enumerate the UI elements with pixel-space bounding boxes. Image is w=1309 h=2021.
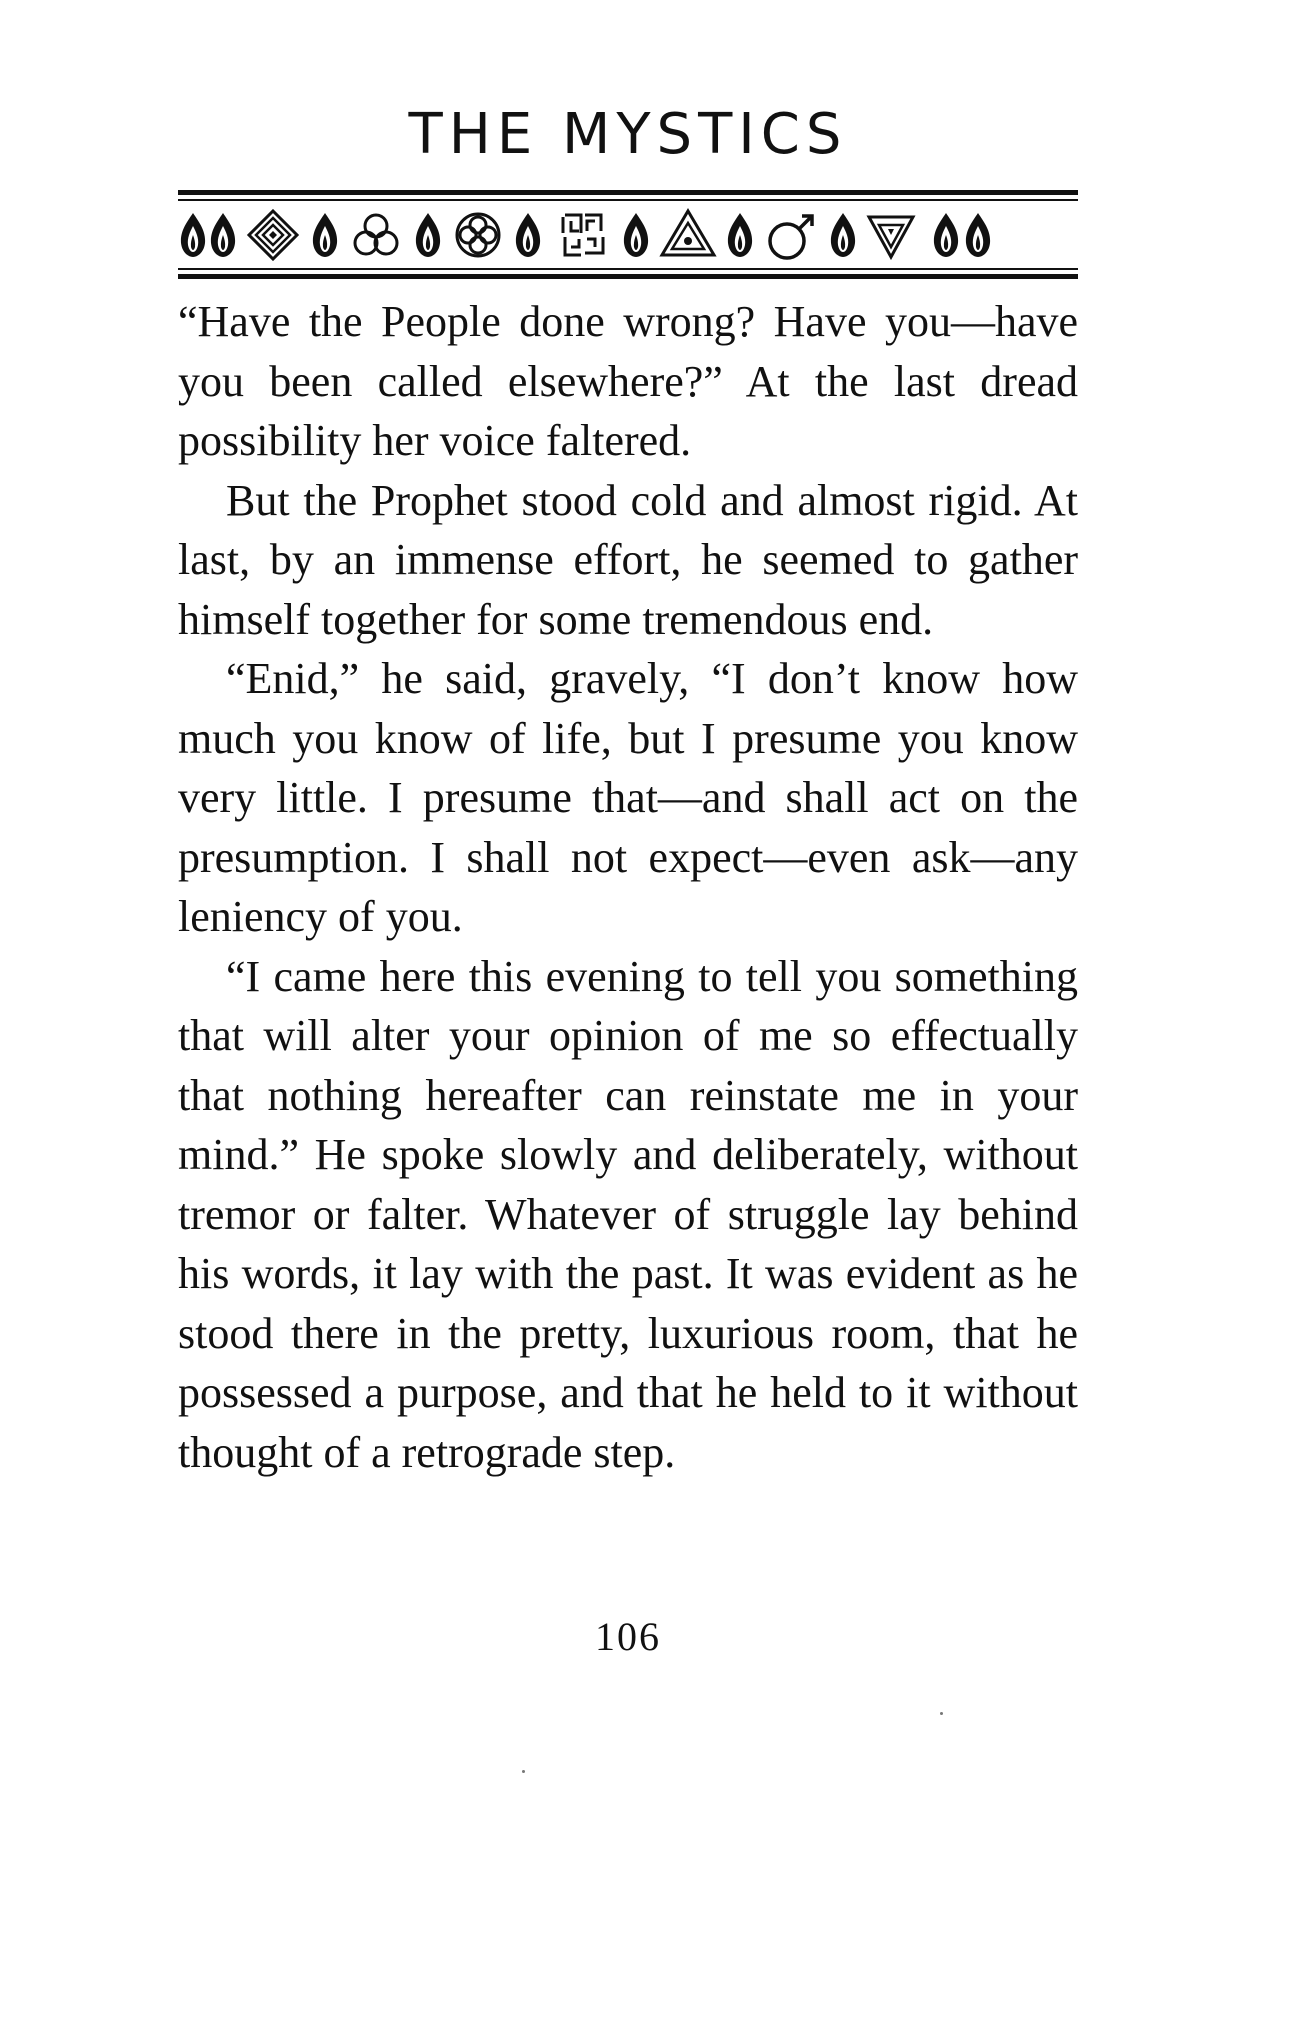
paragraph: But the Prophet stood cold and almost rigid. At last, by an immense effort, he seemed to gather himself together for some tremendous end. <box>178 475 1078 644</box>
flame-icon <box>181 213 205 257</box>
cross-circle-icon <box>457 214 499 256</box>
triple-circle-knot-icon <box>355 215 397 254</box>
flame-icon <box>416 213 440 257</box>
ornament-band <box>178 206 1078 264</box>
running-title: THE MYSTICS <box>408 102 848 167</box>
page-number: 106 <box>595 1614 661 1659</box>
header-rule-bottom-thick <box>178 274 1078 279</box>
flame-icon <box>934 213 958 257</box>
body-text <box>178 292 1078 1482</box>
flame-icon <box>211 213 235 257</box>
header-rule-bottom-thin <box>178 268 1078 270</box>
flame-icon <box>313 213 337 257</box>
flame-icon <box>728 213 752 257</box>
inverted-gem-icon <box>869 217 913 257</box>
ornament-band-svg <box>178 206 1078 264</box>
header-rule-top-thin <box>178 199 1078 201</box>
swastika-square-icon <box>563 215 603 255</box>
paragraph: “I came here this evening to tell you something that will alter your opinion of me so effectually that nothing hereafter can reinstate me in your mind.” He spoke slowly and deliberately, without tremor or falter. Whatever of struggle lay behind his words, it lay with the past. It was evident as he stood there in the pretty, luxurious room, that he possessed a purpose, and that he held to it without thought of a retrograde step. <box>178 951 1078 1477</box>
flame-icon <box>516 213 540 257</box>
mars-symbol-icon <box>770 216 812 258</box>
paper-speck <box>940 1712 943 1715</box>
nested-diamond-icon <box>249 211 297 259</box>
triangle-eye-icon <box>662 211 714 255</box>
paper-speck <box>522 1770 525 1773</box>
header-rule-top-thick <box>178 190 1078 195</box>
flame-icon <box>831 213 855 257</box>
flame-icon <box>624 213 648 257</box>
flame-icon <box>966 213 990 257</box>
paragraph: “Enid,” he said, gravely, “I don’t know how much you know of life, but I presume you know very little. I presume that—and shall act on the presumption. I shall not expect—even ask—any leniency of you. <box>178 654 1078 941</box>
paragraph-continuation: “Have the People done wrong? Have you—have you been called elsewhere?” At the last dread possibility her voice faltered. <box>178 297 1078 465</box>
